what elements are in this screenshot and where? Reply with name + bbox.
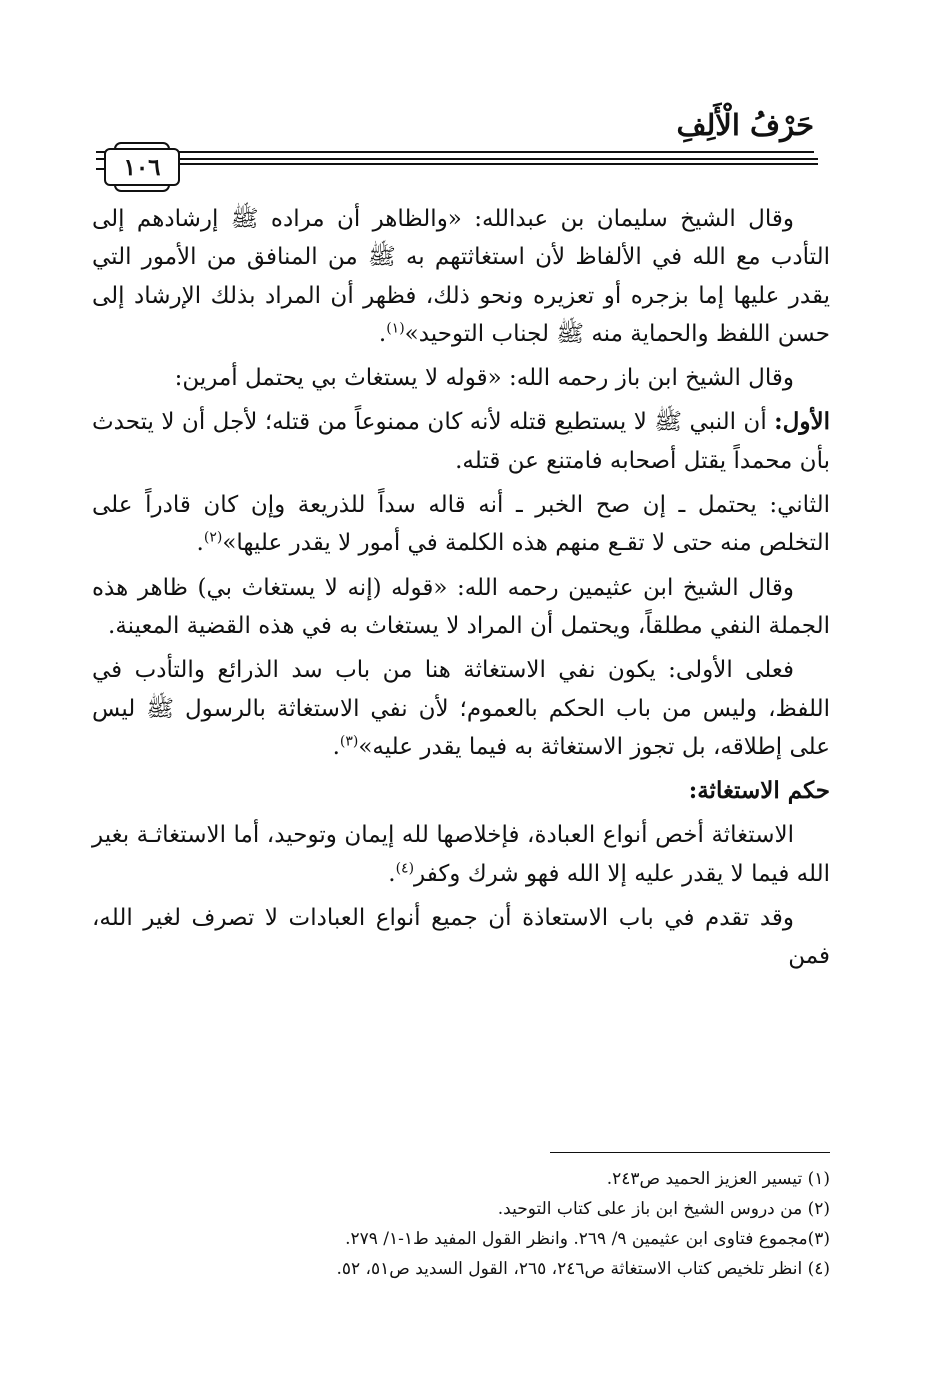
footnote-separator — [550, 1152, 830, 1153]
paragraph-end: . — [196, 530, 204, 557]
paragraph-end: . — [388, 860, 396, 887]
paragraph-text: وقال الشيخ سليمان بن عبدالله: «والظاهر أن مراده ﷺ إرشادهم إلى التأدب مع الله في الألفاظ لأن استغاثتهم به ﷺ من المنافق من الأمور التي يقدر عليها إما بزجره أو تعزيره ونحو ذلك، فظهر أن المراد بذلك الإرشاد إلى حسن اللفظ والحماية منه ﷺ لجناب التوحيد» — [92, 206, 831, 347]
paragraph-text: وقد تقدم في باب الاستعاذة أن جميع أنواع العبادات لا تصرف لغير الله، فمن — [92, 905, 830, 970]
main-text — [92, 200, 830, 982]
footnote: (١) تيسير العزيز الحميد ص٢٤٣. — [606, 1169, 830, 1189]
paragraph-lead: الأول: — [774, 408, 830, 436]
running-title: حَرْفُ الْأَلِفِ — [676, 108, 814, 142]
paragraph-text: وقال الشيخ ابن عثيمين رحمه الله: «قوله (إنه لا يستغاث بي) ظاهر هذه الجملة النفي مطلقاً، ويحتمل أن المراد لا يستغاث به في هذه القضية المعينة. — [92, 574, 830, 639]
paragraph — [92, 899, 830, 976]
page-number: ١٠٦ — [104, 148, 180, 186]
footnote-ref: (٤) — [395, 860, 415, 877]
footnote-ref: (٢) — [203, 529, 223, 546]
footnotes — [92, 1164, 830, 1284]
paragraph — [92, 569, 830, 646]
footnote: (٢) من دروس الشيخ ابن باز على كتاب التوحيد. — [497, 1199, 830, 1219]
paragraph-end: . — [332, 733, 340, 760]
paragraph-end: . — [378, 320, 387, 347]
paragraph — [92, 359, 830, 397]
paragraph-text: وقال الشيخ ابن باز رحمه الله: «قوله لا يستغاث بي يحتمل أمرين: — [174, 365, 794, 392]
paragraph-text: الاستغاثة أخص أنواع العبادة، فإخلاصها لله إيمان وتوحيد، أما الاستغاثـة بغير الله فيما لا يقدر عليه إلا الله فهو شرك وكفر — [92, 822, 830, 887]
header-rule-double-2 — [170, 163, 818, 165]
paragraph — [92, 651, 830, 766]
header-rule — [96, 151, 814, 153]
paragraph — [92, 486, 830, 563]
paragraph-text: أن النبي ﷺ لا يستطيع قتله لأنه كان ممنوعاً من قتله؛ لأجل أن لا يتحدث بأن محمداً يقتل أصحابه فامتنع عن قتله. — [92, 409, 830, 474]
paragraph — [92, 200, 830, 353]
paragraph — [92, 403, 830, 480]
paragraph — [92, 816, 830, 893]
page-number-frame — [114, 142, 170, 192]
paragraph-text: الثاني: يحتمل ـ إن صح الخبر ـ أنه قاله سداً للذريعة وإن كان قادراً على التخلص منه حتى لا تقـع منهم هذه الكلمة في أمور لا يقدر عليها» — [92, 492, 830, 557]
paragraph-text: فعلى الأولى: يكون نفي الاستغاثة هنا من باب سد الذرائع والتأدب في اللفظ، وليس من باب الحكم بالعموم؛ لأن نفي الاستغاثة بالرسول ﷺ ليس على إطلاقه، بل تجوز الاستغاثة به فيما يقدر عليه» — [92, 657, 830, 760]
section-heading: حكم الاستغاثة: — [688, 777, 830, 805]
footnote: (٣)مجموع فتاوى ابن عثيمين ٩/ ٢٦٩. وانظر القول المفيد ط١-١/ ٢٧٩. — [345, 1229, 830, 1249]
footnote-ref: (٣) — [339, 733, 359, 750]
footnote-ref: (١) — [386, 320, 405, 337]
header-rule-double-1 — [170, 158, 818, 160]
footnote: (٤) انظر تلخيص كتاب الاستغاثة ص٢٤٦، ٢٦٥، القول السديد ص٥١، ٥٢. — [336, 1259, 830, 1279]
